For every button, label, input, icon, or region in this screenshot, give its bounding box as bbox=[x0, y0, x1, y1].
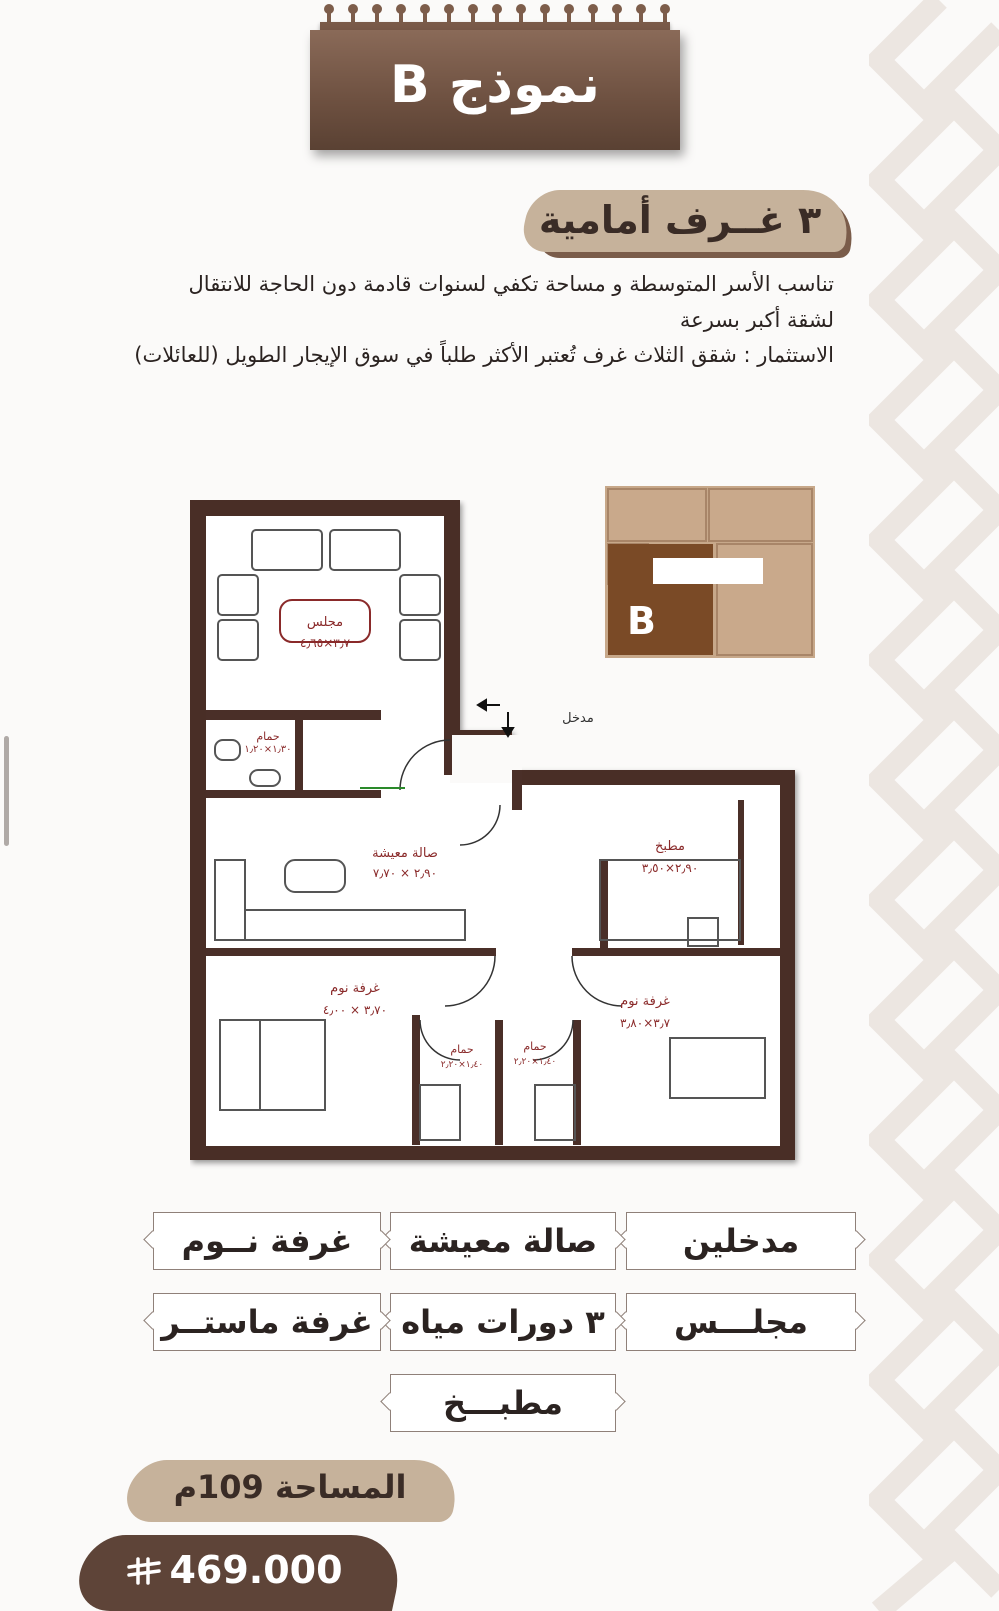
price-value: 469.000 bbox=[169, 1548, 343, 1592]
bedroom-right-size: ٣٫٧×٣٫٨٠ bbox=[619, 1016, 671, 1030]
majlis-label: مجلس bbox=[306, 615, 344, 630]
feature-three-bathrooms: ٣ دورات مياه bbox=[390, 1293, 616, 1351]
scrollbar[interactable] bbox=[4, 736, 9, 846]
majlis-size: ٣٫٧×٤٫٦٥ bbox=[299, 636, 351, 650]
bedroom-left-size: ٣٫٧٠ × ٤٫٠٠ bbox=[322, 1003, 388, 1017]
kitchen-size: ٢٫٩٠×٣٫٥٠ bbox=[641, 861, 699, 875]
kitchen-label: مطبخ bbox=[655, 839, 685, 854]
description-line-1: تناسب الأسر المتوسطة و مساحة تكفي لسنوات قادمة دون الحاجة للانتقال bbox=[188, 272, 834, 296]
entrance-label: مدخل bbox=[562, 711, 594, 726]
minimap-label: B bbox=[627, 599, 656, 643]
living-label: صالة معيشة bbox=[372, 846, 438, 861]
description-line-2: لشقة أكبر بسرعة bbox=[679, 308, 834, 332]
feature-kitchen: مطبـــخ bbox=[390, 1374, 616, 1432]
floor-plan bbox=[190, 500, 815, 1180]
feature-majlis: مجلـــس bbox=[626, 1293, 856, 1351]
bath-top-size: ١٫٣٠×١٫٢٠ bbox=[244, 744, 292, 755]
rooms-title: ٣ غــرف أمامية bbox=[538, 198, 822, 242]
model-title: نموذج B bbox=[390, 55, 600, 115]
bath-left-label: حمام bbox=[450, 1043, 474, 1056]
area-text: المساحة 109م bbox=[173, 1468, 407, 1506]
bath-top-label: حمام bbox=[256, 730, 280, 743]
feature-master-bedroom: غرفة ماستــر bbox=[153, 1293, 381, 1351]
feature-two-entrances: مدخلين bbox=[626, 1212, 856, 1270]
feature-living-room: صالة معيشة bbox=[390, 1212, 616, 1270]
riyal-icon bbox=[127, 1557, 161, 1587]
living-size: ٢٫٩٠ × ٧٫٧٠ bbox=[372, 866, 438, 880]
bath-right-size: ١٫٤٠×٢٫٢٠ bbox=[513, 1057, 557, 1067]
model-sign bbox=[310, 0, 690, 170]
bedroom-right-label: غرفة نوم bbox=[620, 994, 670, 1009]
description-line-3: الاستثمار : شقق الثلاث غرف تُعتبر الأكثر طلباً في سوق الإيجار الطويل (للعائلات) bbox=[134, 343, 834, 367]
price-label bbox=[100, 1548, 370, 1592]
decorative-pattern bbox=[869, 0, 999, 1611]
bedroom-left-label: غرفة نوم bbox=[330, 981, 380, 996]
bath-left-size: ١٫٤٠×٢٫٢٠ bbox=[440, 1060, 484, 1070]
feature-bedroom: غرفة نــوم bbox=[153, 1212, 381, 1270]
bath-right-label: حمام bbox=[523, 1040, 547, 1053]
